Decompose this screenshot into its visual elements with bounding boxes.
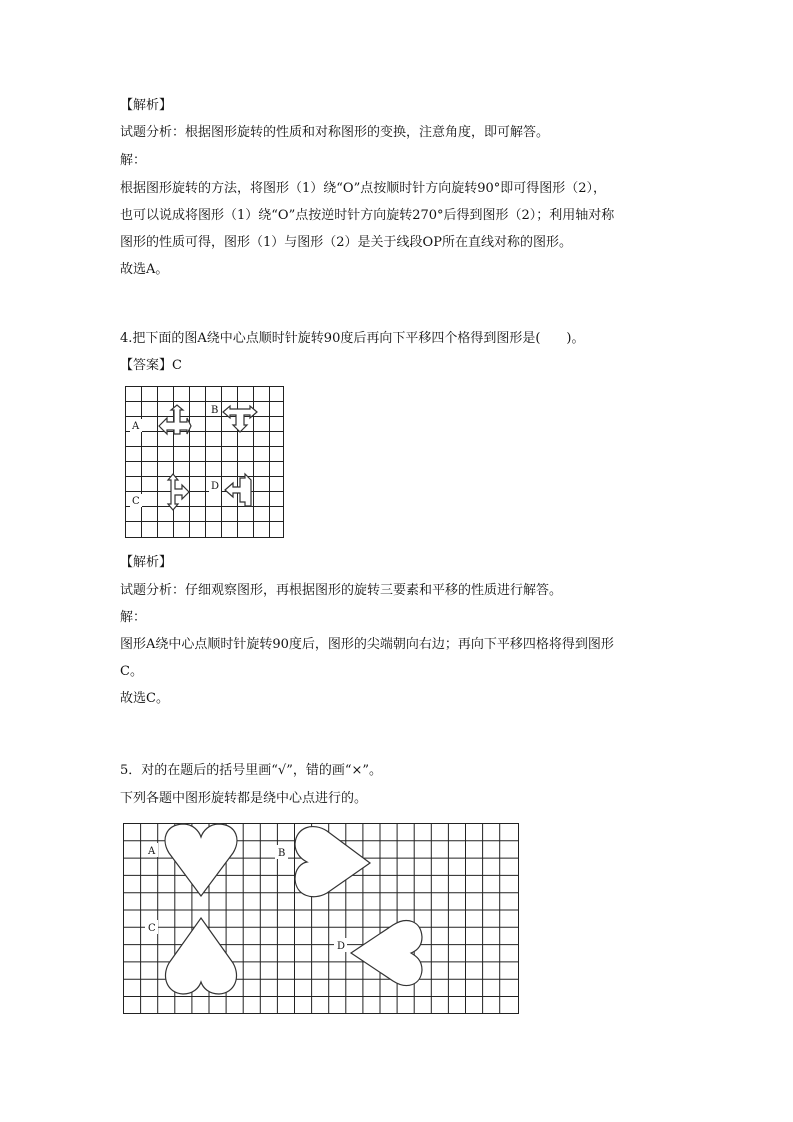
shape-a [130,405,191,434]
label-d: D [337,941,346,952]
label-d: D [211,481,220,492]
question-4-text: 4.把下面的图A绕中心点顺时针旋转90度后再向下平移四个格得到图形是( )。 [120,331,585,346]
heart-c [145,918,237,994]
label-c: C [132,496,140,507]
question-5-text: 5．对的在题后的括号里画“√”，错的画“×”。 [120,763,383,778]
question-4-analysis-heading: 【解析】 [120,555,173,570]
conclusion: 故选A。 [120,262,169,277]
heart-b [275,827,370,897]
question-4-solution-label: 解： [120,610,147,625]
label-a: A [148,846,156,857]
question-4-analysis-text: 试题分析：仔细观察图形，再根据图形的旋转三要素和平移的性质进行解答。 [120,583,563,598]
question-4-solution-line-2: C。 [120,664,143,679]
label-a: A [132,421,140,432]
label-b: B [278,848,286,859]
shape-b [209,403,257,432]
analysis-text: 试题分析：根据图形旋转的性质和对称图形的变换，注意角度，即可解答。 [120,125,550,140]
question-4-figure [125,386,285,540]
solution-line-2: 也可以说成将图形（1）绕“O”点按逆时针方向旋转270°后得到图形（2）；利用轴对称 [120,208,615,223]
solution-label: 解： [120,153,147,168]
shape-d [209,474,251,506]
heart-a [145,824,237,896]
label-b: B [211,405,219,416]
solution-line-1: 根据图形旋转的方法，将图形（1）绕“O”点按顺时针方向旋转90°即可得图形（2）， [120,181,607,196]
heart-d [334,921,422,986]
label-c: C [148,923,156,934]
grid [125,386,284,538]
analysis-heading: 【解析】 [120,98,173,113]
question-4-conclusion: 故选C。 [120,691,169,706]
question-5-figure [123,823,520,1016]
question-4-answer: 【答案】C [120,358,182,373]
solution-line-3: 图形的性质可得，图形（1）与图形（2）是关于线段OP所在直线对称的图形。 [120,235,572,250]
question-4-solution-line-1: 图形A绕中心点顺时针旋转90度后，图形的尖端朝向右边；再向下平移四格将得到图形 [120,637,614,652]
question-5-subtext: 下列各题中图形旋转都是绕中心点进行的。 [120,791,368,806]
